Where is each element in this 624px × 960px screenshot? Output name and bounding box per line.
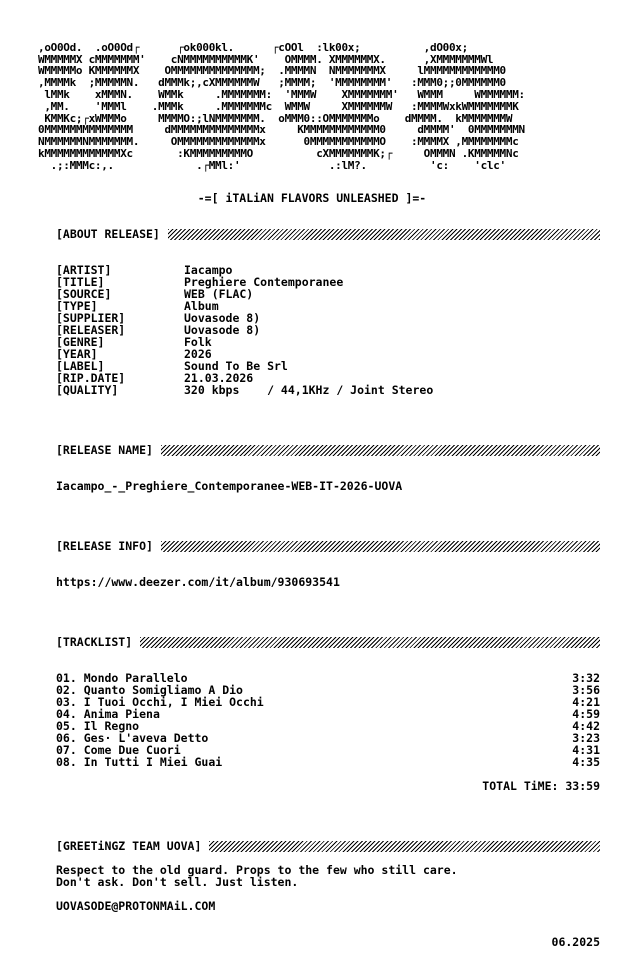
contact-email[interactable]: UOVASODE@PROTONMAiL.COM [56, 899, 216, 913]
greetings-header [56, 839, 600, 853]
track-title: 05. Il Regno [56, 719, 140, 733]
track-length: 4:21 [572, 695, 600, 709]
section-label: [ABOUT RELEASE] [56, 227, 160, 241]
track-title: 07. Come Due Cuori [56, 743, 181, 757]
logo-line: ,MMMMk ;MMMMMN. dMMMk;,cXMMMMMMW ;MMMM; 'MMMMMMMM' :MMM0;;0MMMMMM0 [38, 76, 506, 90]
track-title: 06. Ges· L'aveva Detto [56, 731, 209, 745]
info-value: Uovasode 8) [184, 323, 261, 337]
logo-line: ,MM. 'MMMl .MMMk .MMMMMMMc WMMW XMMMMMMW :MMMMWxkWMMMMMMMK [38, 99, 519, 113]
info-key: [GENRE] [56, 335, 105, 349]
track-title: 02. Quanto Somigliamo A Dio [56, 683, 243, 697]
info-value: Preghiere Contemporanee [184, 275, 344, 289]
info-row-source [56, 288, 433, 300]
hatched-divider [161, 445, 600, 456]
info-key: [SUPPLIER] [56, 311, 126, 325]
track-length: 4:42 [572, 719, 600, 733]
info-value: Sound To Be Srl [184, 359, 288, 373]
info-value: 320 kbps / 44,1KHz / Joint Stereo [184, 383, 434, 397]
release-name-value: Iacampo_-_Preghiere_Contemporanee-WEB-IT-2026-UOVA [56, 479, 403, 493]
logo-line: ,oO0Od. .oO0Od┌ ┌ok000kl. ┌cOOl :lk00x; ,dO00x; [38, 40, 468, 54]
hatched-divider [209, 841, 600, 852]
logo-line: 0MMMMMMMMMMMMMM dMMMMMMMMMMMMMMx KMMMMMMMMMMMM0 dMMMM' 0MMMMMMMN [38, 123, 525, 137]
logo-line: kMMMMMMMMMMMMXc :KMMMMMMMMMO cXMMMMMMMK;┌ OMMMN .KMMMMMNc [38, 146, 519, 160]
info-key: [TITLE] [56, 275, 105, 289]
logo-line: WMMMMMX cMMMMMMM' cNMMMMMMMMMMK' OMMMM. XMMMMMMX. ,XMMMMMMMWl [38, 52, 494, 66]
track-length: 4:31 [572, 743, 600, 757]
logo-line: .;:MMMc:,. .┌MMl:' .:lM?. 'c: 'clc' [38, 158, 506, 172]
tracklist-header [56, 635, 600, 649]
track-length: 4:35 [572, 755, 600, 769]
section-label: [GREETiNGZ TEAM UOVA] [56, 839, 202, 853]
info-value: WEB (FLAC) [184, 287, 254, 301]
info-value: Folk [184, 335, 212, 349]
track-title: 03. I Tuoi Occhi, I Miei Occhi [56, 695, 264, 709]
logo-line: NMMMMMMNMMMMMMM. OMMMMMMMMMMMMMx 0MMMMMMMMMMMO :MMMMX ,MMMMMMMMc [38, 135, 519, 149]
track-row [56, 756, 600, 768]
section-label: [RELEASE INFO] [56, 539, 153, 553]
release-name-header [56, 443, 600, 457]
info-value: Uovasode 8) [184, 311, 261, 325]
info-key: [QUALITY] [56, 383, 119, 397]
info-row-quality [56, 384, 433, 396]
info-value: Album [184, 299, 219, 313]
info-key: [RELEASER] [56, 323, 126, 337]
release-info-url[interactable]: https://www.deezer.com/it/album/930693541 [56, 575, 340, 589]
section-label: [TRACKLIST] [56, 635, 133, 649]
hatched-divider [161, 541, 600, 552]
greetings-line-1: Respect to the old guard. Props to the few who still care. [56, 863, 458, 877]
info-key: [LABEL] [56, 359, 105, 373]
track-title: 04. Anima Piena [56, 707, 160, 721]
about-release-header [56, 227, 600, 241]
hatched-divider [168, 229, 600, 240]
track-length: 3:23 [572, 731, 600, 745]
info-value: 2026 [184, 347, 212, 361]
info-key: [RIP.DATE] [56, 371, 126, 385]
logo-line: lMMk xMMMN. WMMk .MMMMMMM: 'MMMW XMMMMMMM' WMMM WMMMMMM: [38, 87, 525, 101]
info-value: 21.03.2026 [184, 371, 254, 385]
info-key: [TYPE] [56, 299, 98, 313]
footer-date: 06.2025 [551, 935, 600, 949]
track-length: 3:56 [572, 683, 600, 697]
info-key: [YEAR] [56, 347, 98, 361]
track-length: 4:59 [572, 707, 600, 721]
greetings-line-2: Don't ask. Don't sell. Just listen. [56, 875, 299, 889]
logo-line: KMMKc;┌xWMMMo MMMMO:;lNMMMMMMM. oMMM0::OMMMMMMMo dMMMM. kMMMMMMMW [38, 111, 513, 125]
hatched-divider [140, 637, 600, 648]
info-key: [SOURCE] [56, 287, 112, 301]
ascii-logo [38, 30, 618, 172]
info-key: [ARTIST] [56, 263, 112, 277]
info-row-releaser [56, 324, 433, 336]
total-time: TOTAL TiME: 33:59 [482, 779, 600, 793]
tagline: -=[ iTALiAN FLAVORS UNLEASHED ]=- [197, 191, 427, 205]
info-row-genre [56, 336, 433, 348]
about-release-list [56, 264, 433, 396]
tracklist [56, 672, 600, 768]
section-label: [RELEASE NAME] [56, 443, 153, 457]
track-length: 3:32 [572, 671, 600, 685]
info-value: Iacampo [184, 263, 233, 277]
logo-line: WMMMMMo KMMMMMMX OMMMMMMMMMMMMMM; .MMMMN NMMMMMMMX lMMMMMMMMMMMM0 [38, 64, 506, 78]
release-info-header [56, 539, 600, 553]
track-title: 01. Mondo Parallelo [56, 671, 188, 685]
track-title: 08. In Tutti I Miei Guai [56, 755, 223, 769]
